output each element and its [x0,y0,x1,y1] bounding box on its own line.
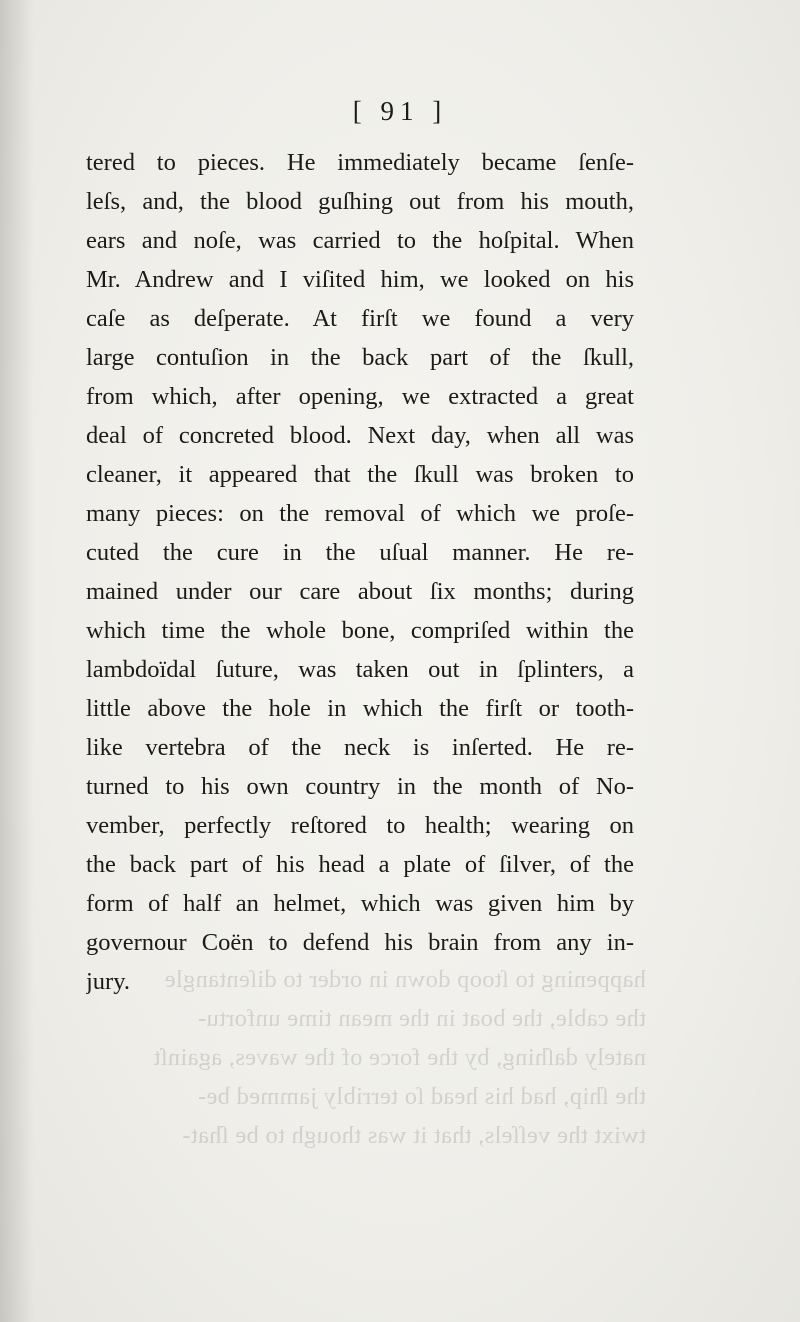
binding-shadow [0,0,34,1322]
show-through-line: the ſhip, had his head ſo terribly jammed be- [197,1083,646,1110]
text-line: cleaner, it appeared that the ſkull was broken to [86,461,634,488]
text-line: the back part of his head a plate of ſilver, of the [86,851,634,878]
body-text [86,143,634,1001]
text-line: Mr. Andrew and I viſited him, we looked on his [86,266,634,293]
text-line: from which, after opening, we extracted a great [86,383,634,410]
text-line: little above the hole in which the firſt or tooth- [86,695,634,722]
text-line: leſs, and, the blood guſhing out from his mouth, [86,188,634,215]
text-line: lambdoïdal ſuture, was taken out in ſplinters, a [86,656,634,683]
show-through-line: happening to ſtoop down in order to diſentangle [164,966,646,993]
page-number-header: [ 91 ] [352,96,448,126]
text-line: vember, perfectly reſtored to health; wearing on [86,812,634,839]
text-line: caſe as deſperate. At firſt we found a very [86,305,634,332]
show-through-line: twixt the veſſels, that it was though to be ſhat- [182,1122,646,1149]
show-through-line: the cable, the boat in the mean time unfortu- [197,1005,646,1032]
show-through-line: nately daſhing, by the force of the waves, againſt [153,1044,646,1071]
text-line: which time the whole bone, compriſed within the [86,617,634,644]
text-line: large contuſion in the back part of the ſkull, [86,344,634,371]
text-line: cuted the cure in the uſual manner. He re- [86,539,634,566]
text-line: tered to pieces. He immediately became ſenſe- [86,149,634,176]
text-line: form of half an helmet, which was given him by [86,890,634,917]
text-line: many pieces: on the removal of which we proſe- [86,500,634,527]
text-line: ears and noſe, was carried to the hoſpital. When [86,227,634,254]
text-line: jury. [86,968,130,995]
text-line: mained under our care about ſix months; during [86,578,634,605]
text-line: like vertebra of the neck is inſerted. He re- [86,734,634,761]
text-line: governour Coën to defend his brain from any in- [86,929,634,956]
text-line: deal of concreted blood. Next day, when all was [86,422,634,449]
text-line: turned to his own country in the month of No- [86,773,634,800]
